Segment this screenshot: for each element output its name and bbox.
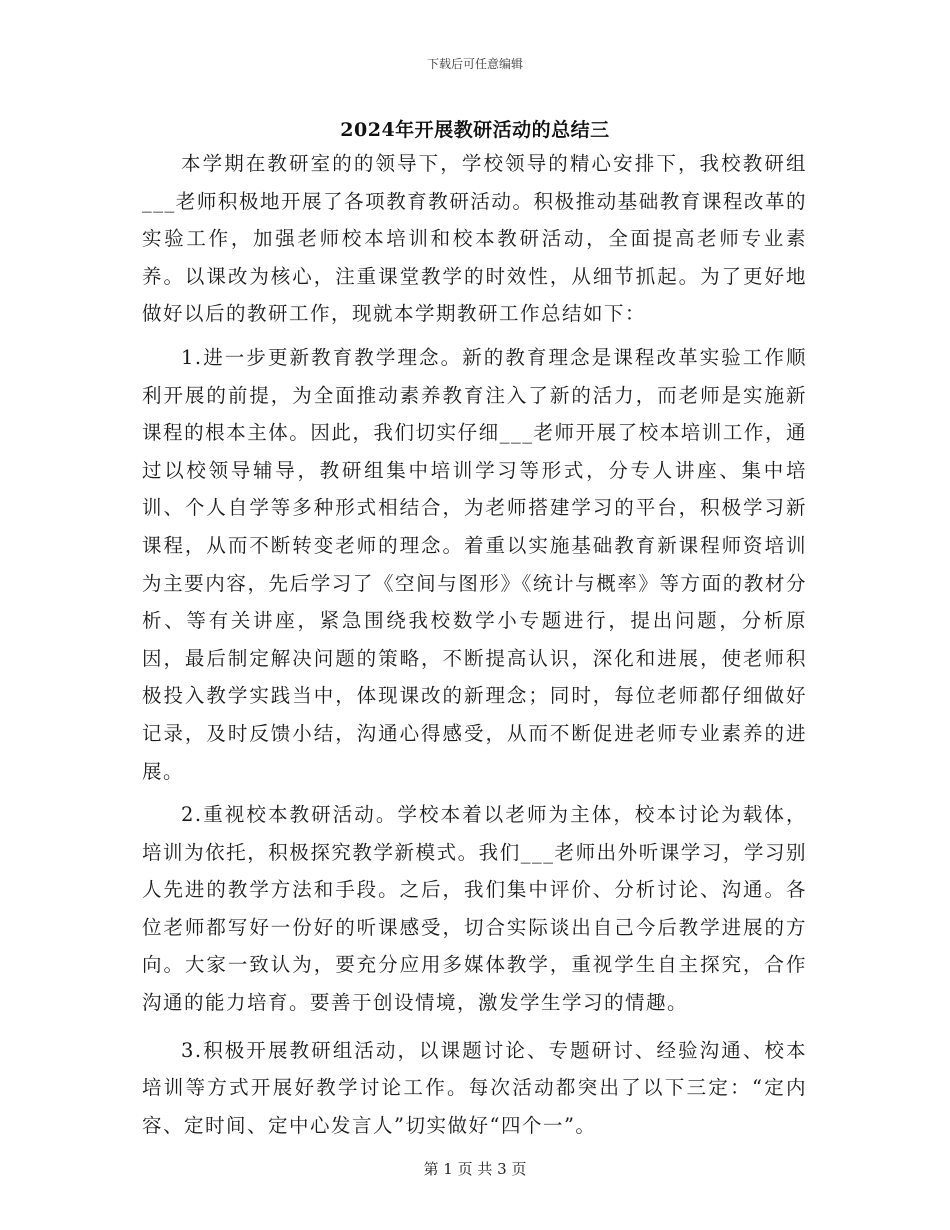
page-number: 第 1 页 共 3 页 bbox=[423, 1160, 527, 1178]
document-title: 2024年开展教研活动的总结三 bbox=[340, 119, 610, 141]
paragraph-intro: 本学期在教研室的的领导下，学校领导的精心安排下，我校教研组___老师积极地开展了各项教育教研活动。积极推动基础教育课程改革的实验工作，加强老师校本培训和校本教研活动，全面提高老师专业素养。以课改为核心，注重课堂教学的时效性，从细节抓起。为了更好地做好以后的教研工作，现就本学期教研工作总结如下： bbox=[142, 152, 807, 326]
document-body bbox=[142, 145, 807, 1144]
paragraph-item-3: 3.积极开展教研组活动，以课题讨论、专题研讨、经验沟通、校本培训等方式开展好教学讨论工作。每次活动都突出了以下三定：“定内容、定时间、定中心发言人”切实做好“四个一”。 bbox=[142, 1038, 807, 1137]
header-note: 下载后可任意编辑 bbox=[426, 57, 523, 71]
paragraph-item-2: 2.重视校本教研活动。学校本着以老师为主体，校本讨论为载体，培训为依托，积极探究教学新模式。我们___老师出外听课学习，学习别人先进的教学方法和手段。之后，我们集中评价、分析讨论、沟通。各位老师都写好一份好的听课感受，切合实际谈出自己今后教学进展的方向。大家一致认为，要充分应用多媒体教学，重视学生自主探究，合作沟通的能力培育。要善于创设情境，激发学生学习的情趣。 bbox=[142, 803, 807, 1015]
paragraph-item-1: 1.进一步更新教育教学理念。新的教育理念是课程改革实验工作顺利开展的前提，为全面推动素养教育注入了新的活力，而老师是实施新课程的根本主体。因此，我们切实仔细___老师开展了校本培训工作，通过以校领导辅导，教研组集中培训学习等形式，分专人讲座、集中培训、个人自学等多种形式相结合，为老师搭建学习的平台，积极学习新课程，从而不断转变老师的理念。着重以实施基础教育新课程师资培训为主要内容，先后学习了《空间与图形》《统计与概率》等方面的教材分析、等有关讲座，紧急围绕我校数学小专题进行，提出问题，分析原因，最后制定解决问题的策略，不断提高认识，深化和进展，使老师积极投入教学实践当中，体现课改的新理念；同时，每位老师都仔细做好记录，及时反馈小结，沟通心得感受，从而不断促进老师专业素养的进展。 bbox=[142, 345, 807, 783]
